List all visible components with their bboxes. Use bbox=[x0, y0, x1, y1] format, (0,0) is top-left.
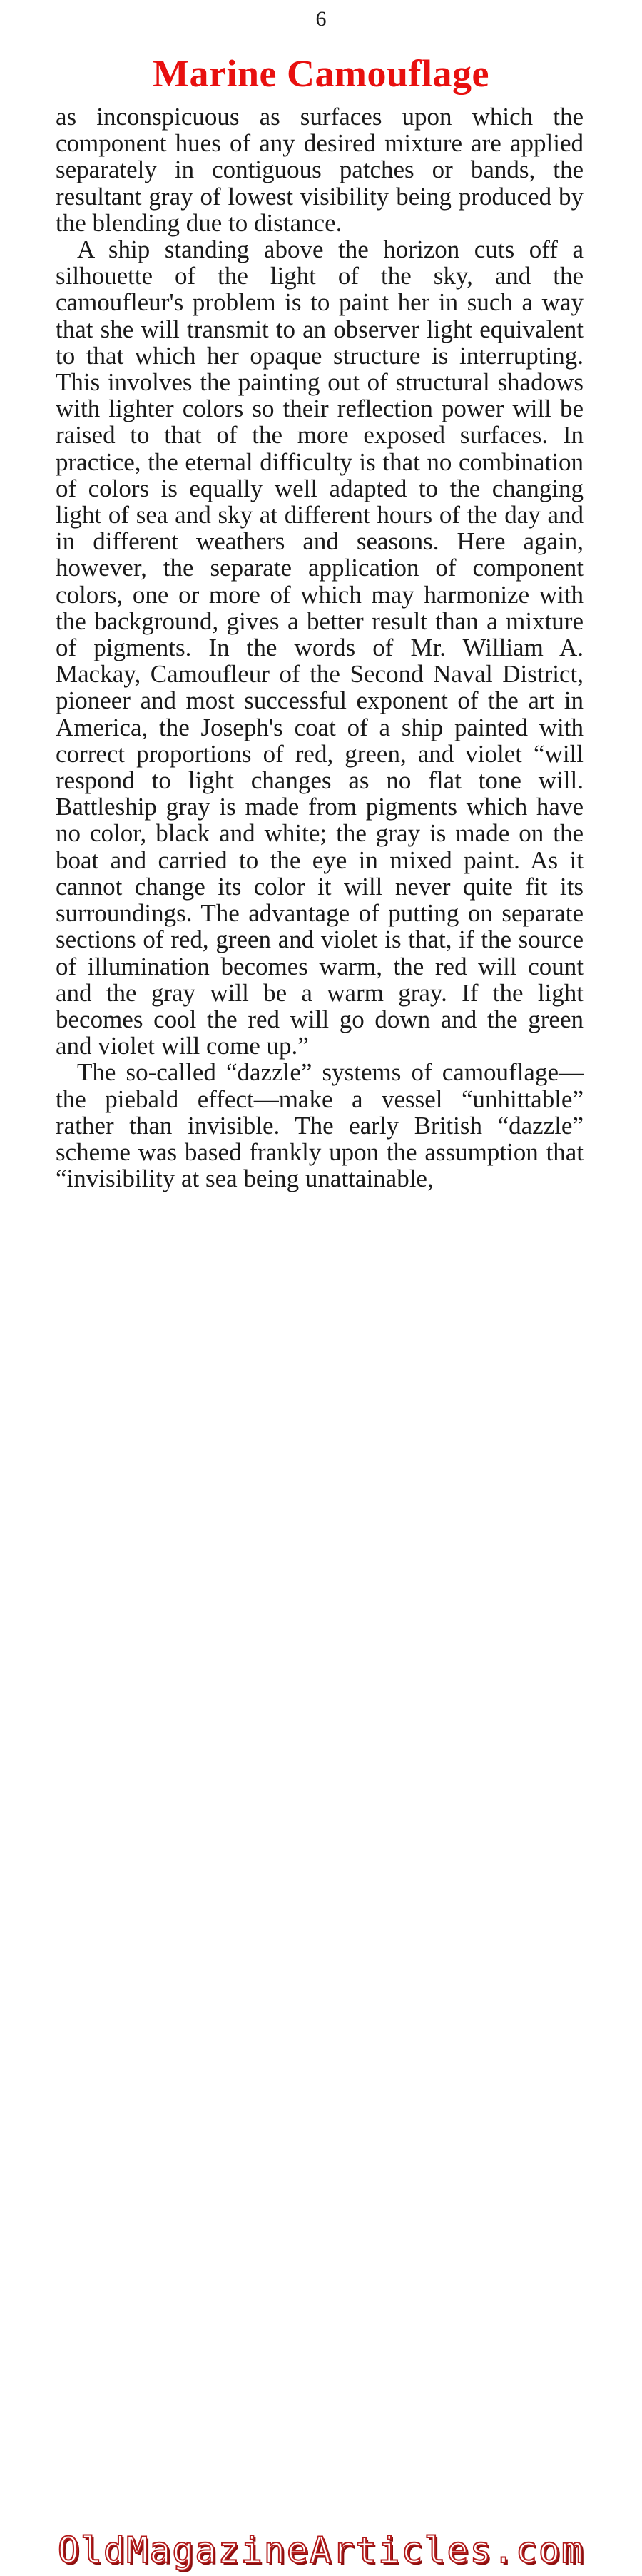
page-title: Marine Camouflage bbox=[153, 52, 489, 95]
paragraph-1: as inconspicuous as surfaces upon which the component hues of any desired mixture are applied separately in contiguous patches or bands, the resultant gray of lowest visibility being produced by the blending due to distance. bbox=[56, 103, 584, 237]
paragraph-3: The so-called “dazzle” systems of camouflage—the piebald effect—make a vessel “unhittable” rather than invisible. The early British “dazzle” scheme was based frankly upon the assumption that “invisibility at sea being unattainable, bbox=[56, 1058, 584, 1193]
article-body bbox=[56, 103, 584, 2451]
site-watermark: OldMagazineArticles.com bbox=[57, 2530, 585, 2571]
page-number: 6 bbox=[315, 7, 327, 31]
paragraph-2-text: A ship standing above the horizon cuts off a silhouette of the light of the sky, and the camoufleur's problem is to paint her in such a way that she will transmit to an observer light equivalent to that which her opaque structure is interrupting. This involves the painting out of structural shadows with lighter colors so their reflection power will be raised to that of the more exposed surfaces. In practice, the eternal difficulty is that no combination of colors is equally well adapted to the changing light of sea and sky at different hours of the day and in different weathers and seasons. Here again, however, the separate application of component colors, one or more of which may harmonize with the background, gives a better result than a mixture of pigments. In the words of Mr. William A. Mackay, Camoufleur of the Second Naval District, pioneer and most successful exponent of the art in America, the Joseph's coat of a ship painted with correct proportions of red, green, and violet “will respond to light changes as no flat tone will. Battleship gray is made from pigments which have no color, black and white; the gray is made on the boat and carried to the eye in mixed paint. As it cannot change its color it will never quite fit its surroundings. The advantage of putting on separate sections of red, green and violet is that, if the source of illumination becomes warm, the red will count and the gray will be a warm gray. If the light becomes cool the red will go down and the green and violet will come up.” bbox=[56, 235, 584, 1060]
paragraph-2 bbox=[56, 236, 584, 1059]
